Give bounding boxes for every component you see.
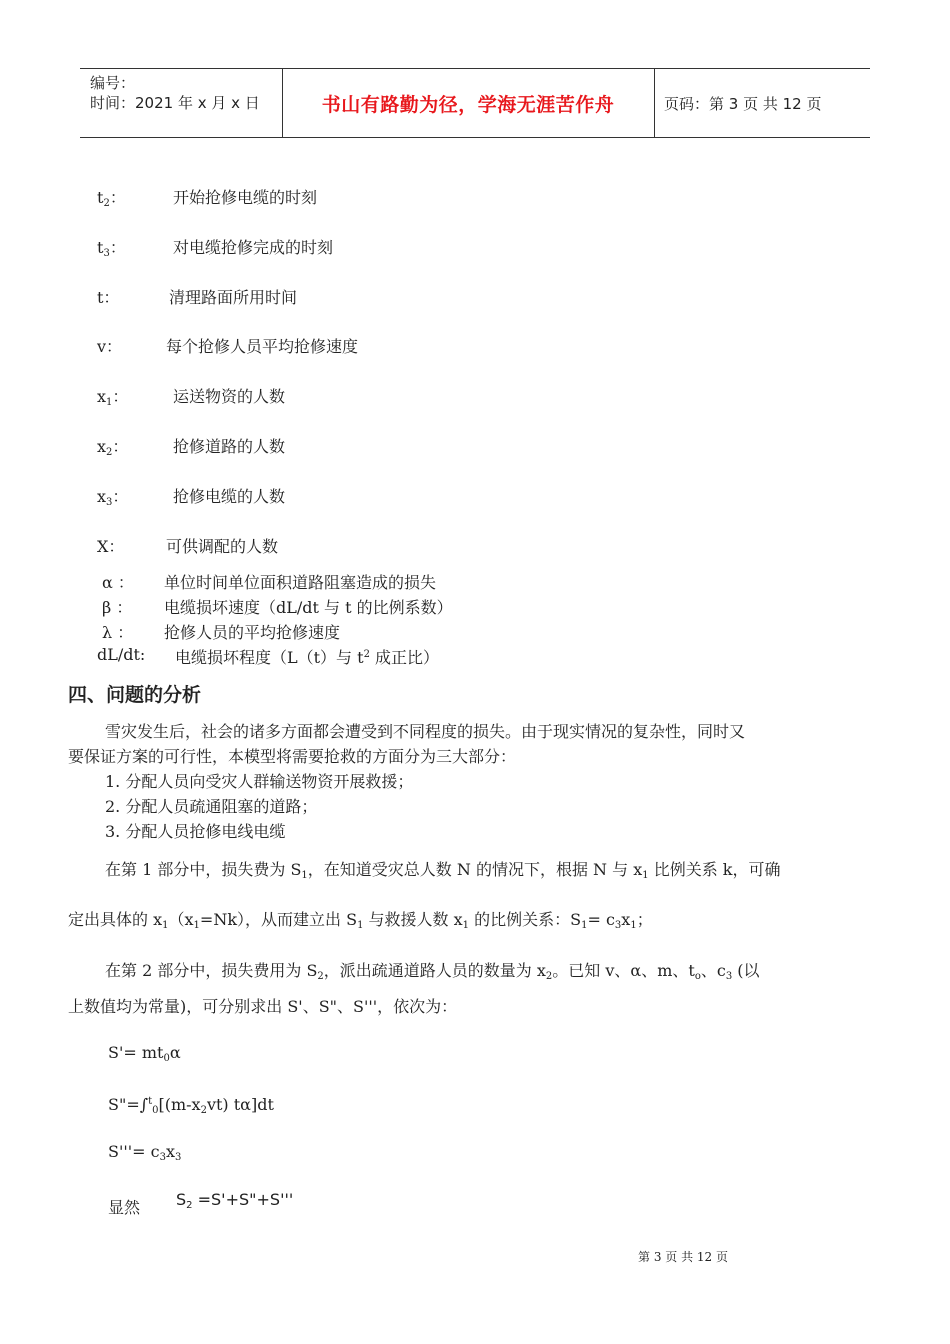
- page-footer: 第 3 页 共 12 页: [638, 1250, 728, 1264]
- obviously-label: 显然: [108, 1198, 141, 1217]
- symbol-key: $t_3$：: [97, 238, 126, 259]
- symbol-key: t：: [97, 288, 120, 307]
- formula-s2-sum: $S_2$ =S'+S"+S''': [176, 1190, 294, 1211]
- intro-paragraph-line: 要保证方案的可行性，本模型将需要抢救的方面分为三大部分：: [68, 747, 517, 766]
- header-info-cell: [80, 69, 283, 137]
- symbol-key: $t_2$：: [97, 188, 126, 209]
- part1-paragraph-line: 定出具体的 $x_1(x_1=Nk)$，从而建立出 $S_1$ 与救援人数 $x_1$ 的比例关系：$S_1= c_3x_1$；: [68, 910, 653, 931]
- symbol-key: $x_2$：: [97, 437, 129, 458]
- symbol-key: X：: [97, 537, 125, 556]
- symbol-key: λ ：: [102, 623, 134, 642]
- part2-paragraph-line: 上数值均为常量)，可分别求出 S'、S"、S'''，依次为：: [68, 997, 458, 1016]
- header-motto: 书山有路勤为径，学海无涯苦作舟: [282, 69, 655, 137]
- code-label: 编号：: [90, 74, 136, 92]
- list-item: 3. 分配人员抢修电线电缆: [105, 822, 286, 841]
- symbol-desc: 电缆损坏程度（L（t）与 $t^2$ 成正比）: [175, 648, 440, 667]
- symbol-desc: 清理路面所用时间: [169, 288, 298, 307]
- formula-s-triple-prime: $S'''= c_3x_3$: [108, 1142, 182, 1163]
- symbol-desc: 抢修人员的平均抢修速度: [164, 623, 341, 642]
- header-page-info: 页码：第 3 页 共 12 页: [664, 95, 822, 113]
- intro-paragraph-line: 雪灾发生后，社会的诸多方面都会遭受到不同程度的损失。由于现实情况的复杂性，同时又: [105, 722, 746, 741]
- symbol-desc: 开始抢修电缆的时刻: [173, 188, 318, 207]
- symbol-key: dL/dt:: [97, 645, 146, 664]
- symbol-desc: 运送物资的人数: [173, 387, 286, 406]
- symbol-desc: 电缆损坏速度（dL/dt 与 t 的比例系数）: [164, 598, 453, 617]
- symbol-desc: 每个抢修人员平均抢修速度: [166, 337, 359, 356]
- symbol-desc: 抢修道路的人数: [173, 437, 286, 456]
- symbol-key: $x_3$：: [97, 487, 129, 508]
- symbol-desc: 可供调配的人数: [166, 537, 279, 556]
- section-title: 四、问题的分析: [68, 684, 202, 706]
- symbol-key: β ：: [102, 598, 133, 617]
- page-header: [80, 68, 870, 138]
- symbol-key: α ：: [102, 573, 134, 592]
- formula-s-prime: $S'= mt_0\alpha$: [108, 1043, 181, 1064]
- part2-paragraph-line: 在第 2 部分中，损失费用为 $S_2$，派出疏通道路人员的数量为 $x_2$。已知 v、α、m、$t_o$、$c_3$ (以: [105, 961, 760, 982]
- symbol-desc: 对电缆抢修完成的时刻: [173, 238, 334, 257]
- date-label: 时间：2021 年 x 月 x 日: [90, 94, 260, 112]
- symbol-key: $x_1$：: [97, 387, 129, 408]
- symbol-desc: 单位时间单位面积道路阻塞造成的损失: [164, 573, 437, 592]
- formula-s-double-prime: $S"=\int^t_0[(m-x_2vt)$ tα]dt: [108, 1095, 274, 1116]
- list-item: 1. 分配人员向受灾人群输送物资开展救援；: [105, 772, 414, 791]
- symbol-key: v：: [97, 337, 123, 356]
- list-item: 2. 分配人员疏通阻塞的道路；: [105, 797, 318, 816]
- symbol-desc: 抢修电缆的人数: [173, 487, 286, 506]
- part1-paragraph-line: 在第 1 部分中，损失费为 $S_1$，在知道受灾总人数 N 的情况下，根据 N 与 $x_1$ 比例关系 k，可确: [105, 860, 781, 881]
